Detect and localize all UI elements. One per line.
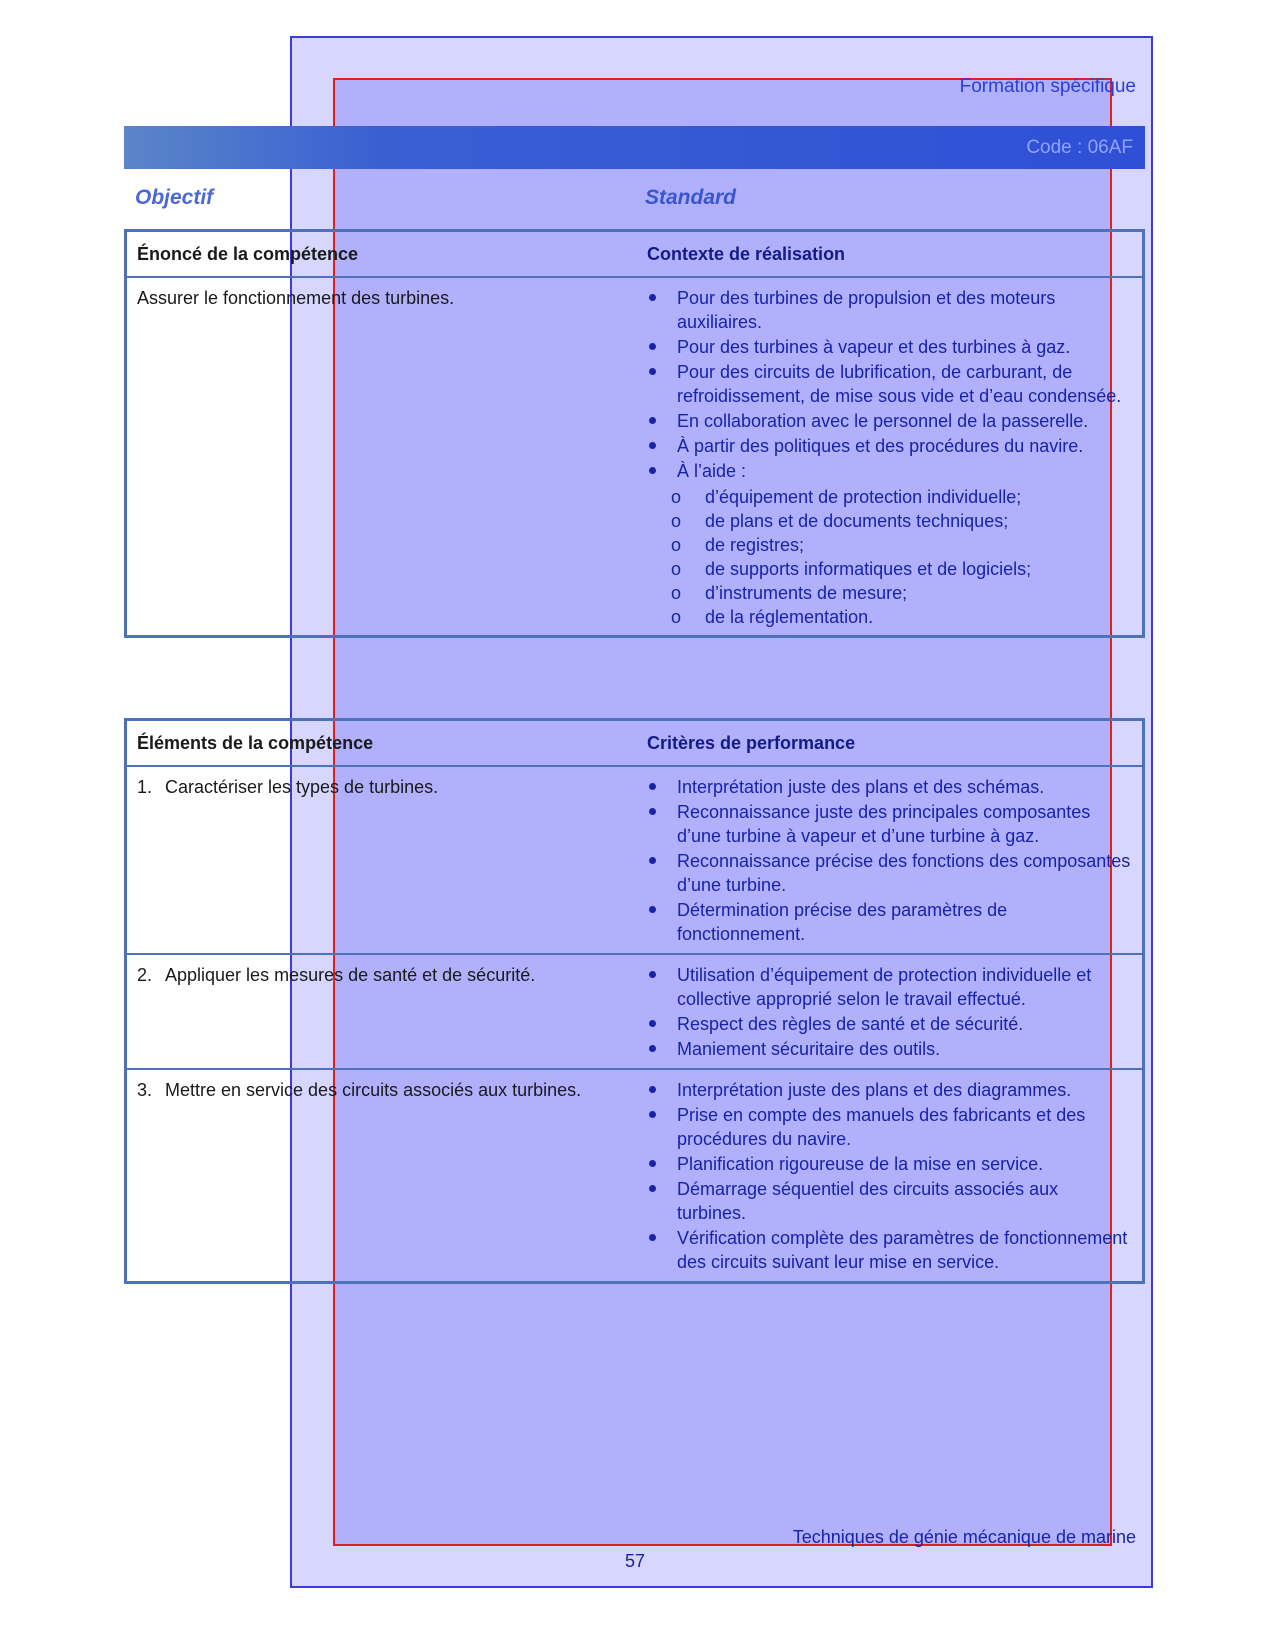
elements-left-header: Éléments de la compétence — [126, 720, 638, 767]
code-band — [124, 126, 1145, 169]
criteria-cell — [637, 954, 1144, 1069]
aide-text: d’équipement de protection individuelle; — [705, 487, 1022, 507]
standard-label: Standard — [645, 186, 737, 209]
element-cell — [126, 954, 638, 1069]
list-item: Reconnaissance juste des principales composantes d’une turbine à vapeur et d’une turbine à gaz. — [647, 800, 1132, 848]
list-item: Pour des turbines à vapeur et des turbines à gaz. — [647, 335, 1132, 359]
list-item — [647, 509, 1132, 533]
list-item: Interprétation juste des plans et des schémas. — [647, 775, 1132, 799]
element-item — [137, 775, 627, 799]
list-item — [647, 533, 1132, 557]
element-text: Appliquer les mesures de santé et de sécurité. — [165, 965, 536, 985]
list-item: Planification rigoureuse de la mise en service. — [647, 1152, 1132, 1176]
objectif-label: Objectif — [135, 186, 214, 209]
list-item — [647, 557, 1132, 581]
list-item — [647, 485, 1132, 509]
list-item: Respect des règles de santé et de sécurité. — [647, 1012, 1132, 1036]
list-item: Détermination précise des paramètres de fonctionnement. — [647, 898, 1132, 946]
table-row — [126, 954, 1144, 1069]
element-item — [137, 963, 627, 987]
context-list — [647, 286, 1132, 483]
element-number: 1. — [137, 777, 153, 797]
code-label: Code : 06AF — [1026, 137, 1133, 158]
list-item: Pour des turbines de propulsion et des moteurs auxiliaires. — [647, 286, 1132, 334]
element-text: Caractériser les types de turbines. — [165, 777, 439, 797]
list-item: Maniement sécuritaire des outils. — [647, 1037, 1132, 1061]
criteria-list — [647, 963, 1132, 1061]
aide-list — [647, 485, 1132, 629]
element-item — [137, 1078, 627, 1102]
list-item: Reconnaissance précise des fonctions des composantes d’une turbine. — [647, 849, 1132, 897]
aide-text: de supports informatiques et de logiciels; — [705, 559, 1032, 579]
list-item: Interprétation juste des plans et des diagrammes. — [647, 1078, 1132, 1102]
criteria-list — [647, 1078, 1132, 1274]
element-cell — [126, 1069, 638, 1283]
footer-program: Techniques de génie mécanique de marine — [792, 1527, 1136, 1547]
header-formation: Formation spécifique — [959, 76, 1136, 97]
list-item — [647, 581, 1132, 605]
elements-right-header: Critères de performance — [637, 720, 1144, 767]
list-item — [647, 605, 1132, 629]
competence-statement: Assurer le fonctionnement des turbines. — [126, 277, 638, 637]
elements-table — [124, 718, 1145, 1284]
list-item: À partir des politiques et des procédures du navire. — [647, 434, 1132, 458]
list-item: En collaboration avec le personnel de la passerelle. — [647, 409, 1132, 433]
sub-bullet: o — [671, 583, 682, 603]
table-row — [126, 766, 1144, 954]
element-number: 3. — [137, 1080, 153, 1100]
list-item: Prise en compte des manuels des fabricants et des procédures du navire. — [647, 1103, 1132, 1151]
aide-text: de la réglementation. — [705, 607, 874, 627]
criteria-list — [647, 775, 1132, 946]
list-item: Démarrage séquentiel des circuits associés aux turbines. — [647, 1177, 1132, 1225]
aide-text: de plans et de documents techniques; — [705, 511, 1009, 531]
list-item: À l’aide : — [647, 459, 1132, 483]
element-cell — [126, 766, 638, 954]
criteria-cell — [637, 766, 1144, 954]
competence-table — [124, 229, 1145, 638]
sub-bullet: o — [671, 607, 682, 627]
list-item: Vérification complète des paramètres de fonctionnement des circuits suivant leur mise en service. — [647, 1226, 1132, 1274]
sub-bullet: o — [671, 559, 682, 579]
competence-right-header: Contexte de réalisation — [637, 231, 1144, 278]
sub-bullet: o — [671, 511, 682, 531]
context-cell — [637, 277, 1144, 637]
list-item: Pour des circuits de lubrification, de carburant, de refroidissement, de mise sous vide et d’eau condensée. — [647, 360, 1132, 408]
sub-bullet: o — [671, 535, 682, 555]
table-row — [126, 1069, 1144, 1283]
sub-bullet: o — [671, 487, 682, 507]
element-number: 2. — [137, 965, 153, 985]
criteria-cell — [637, 1069, 1144, 1283]
aide-text: d’instruments de mesure; — [705, 583, 908, 603]
competence-left-header: Énoncé de la compétence — [126, 231, 638, 278]
aide-text: de registres; — [705, 535, 805, 555]
page-number: 57 — [624, 1551, 646, 1571]
element-text: Mettre en service des circuits associés aux turbines. — [165, 1080, 582, 1100]
list-item: Utilisation d’équipement de protection individuelle et collective approprié selon le travail effectué. — [647, 963, 1132, 1011]
